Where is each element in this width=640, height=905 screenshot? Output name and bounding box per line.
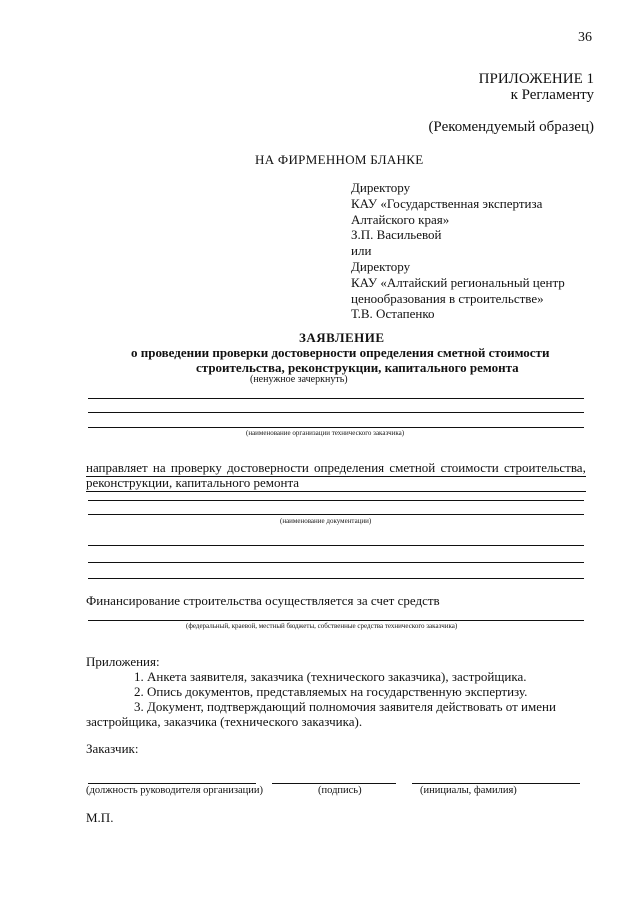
blank-line — [88, 620, 584, 621]
addressee-line: КАУ «Государственная экспертиза — [351, 195, 543, 211]
blank-line — [88, 578, 584, 579]
sample-note: (Рекомендуемый образец) — [428, 119, 594, 135]
caption-financing: (федеральный, краевой, местный бюджеты, собственные средства технического заказчика) — [186, 622, 458, 630]
caption-org-name: (наименование организации технического заказчика) — [246, 429, 405, 437]
blank-line — [88, 514, 584, 515]
strike-note: (ненужное зачеркнуть) — [250, 374, 348, 385]
attachment-item-3: 3. Документ, подтверждающий полномочия заявителя действовать от имени — [134, 699, 556, 714]
caption-documentation: (наименование документации) — [280, 517, 372, 525]
financing-text: Финансирование строительства осуществляется за счет средств — [86, 593, 440, 608]
position-line — [88, 783, 256, 784]
statement-title: ЗАЯВЛЕНИЕ — [299, 330, 385, 345]
blank-line — [88, 427, 584, 428]
blank-line — [88, 412, 584, 413]
directs-text: направляет на проверку достоверности определения сметной стоимости строительства, — [86, 460, 586, 475]
attachments-heading: Приложения: — [86, 654, 160, 669]
signature-line — [272, 783, 396, 784]
addressee-line: Директору — [351, 258, 411, 274]
blank-line — [88, 398, 584, 399]
caption-signature: (подпись) — [318, 785, 362, 796]
customer-label: Заказчик: — [86, 741, 139, 756]
name-line — [412, 783, 580, 784]
page-number: 36 — [578, 30, 592, 45]
attachment-item-3-cont: застройщика, заказчика (технического заказчика). — [86, 714, 363, 729]
blank-line — [88, 500, 584, 501]
addressee-line: КАУ «Алтайский региональный центр — [351, 274, 565, 290]
blank-line — [88, 545, 584, 546]
attachment-item-1: 1. Анкета заявителя, заказчика (технического заказчика), застройщика. — [134, 669, 527, 684]
directs-text-2: реконструкции, капитального ремонта — [86, 475, 300, 490]
statement-subject-line2: строительства, реконструкции, капитального ремонта — [196, 360, 519, 375]
caption-name: (инициалы, фамилия) — [420, 785, 517, 796]
appendix-subtitle: к Регламенту — [510, 87, 594, 103]
stamp-placeholder: М.П. — [86, 810, 114, 825]
body-directs-line2 — [86, 475, 586, 492]
addressee-line: З.П. Васильевой — [351, 227, 442, 243]
attachment-item-2: 2. Опись документов, представляемых на государственную экспертизу. — [134, 684, 528, 699]
addressee-line: ценообразования в строительстве» — [351, 290, 544, 306]
addressee-block — [351, 180, 565, 322]
statement-subject-line1: о проведении проверки достоверности определения сметной стоимости — [131, 345, 550, 360]
addressee-line: или — [351, 243, 372, 259]
letterhead-note: НА ФИРМЕННОМ БЛАНКЕ — [255, 152, 424, 167]
appendix-title: ПРИЛОЖЕНИЕ 1 — [478, 71, 594, 87]
addressee-line: Директору — [351, 180, 411, 195]
blank-line — [88, 562, 584, 563]
addressee-line: Алтайского края» — [351, 211, 450, 227]
caption-position: (должность руководителя организации) — [86, 785, 264, 796]
addressee-line: Т.В. Остапенко — [351, 306, 435, 322]
